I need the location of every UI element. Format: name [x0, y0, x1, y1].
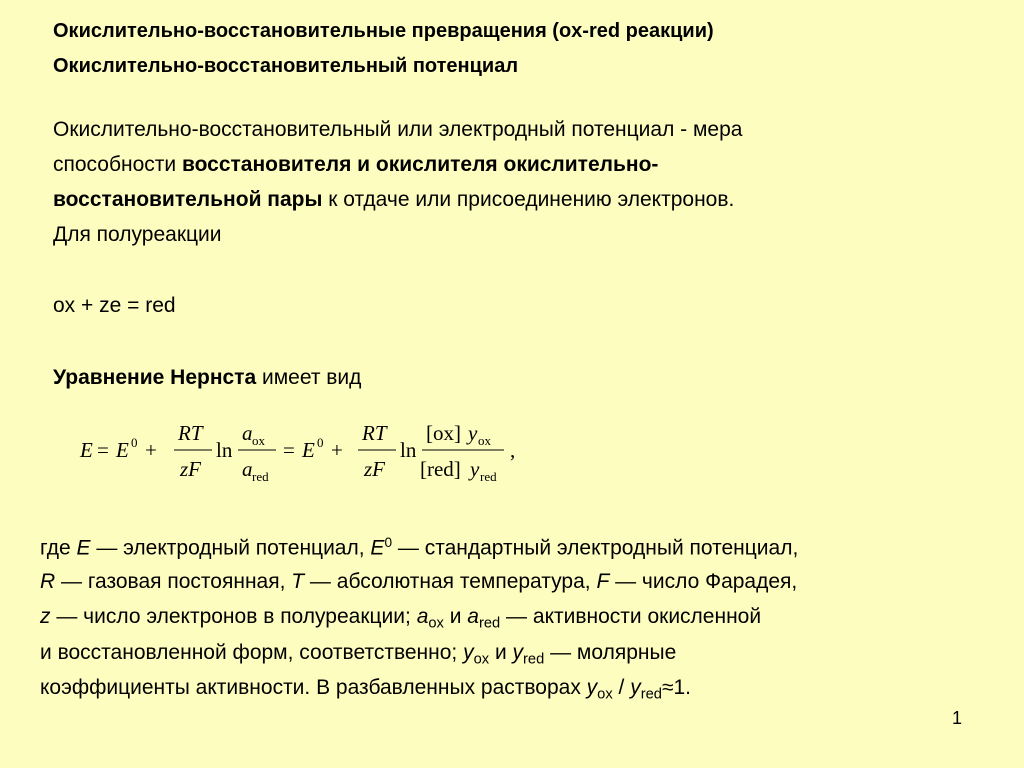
legend-text: и: [443, 605, 468, 628]
intro-line-1: Окислительно-восстановительный или электродный потенциал - мера: [53, 118, 743, 141]
formula-zF-2: zF: [364, 457, 385, 481]
symbol-a: a: [416, 605, 429, 628]
intro-line-3: [53, 188, 734, 212]
formula-y-ox-sub: ox: [478, 433, 491, 448]
legend-text: где: [40, 536, 77, 560]
subscript-red: red: [478, 615, 501, 632]
legend-text: и восстановленной форм, соответственно;: [40, 641, 464, 664]
intro-line-2-bold: восстановителя и окислителя окислительно-: [181, 153, 659, 176]
nernst-formula: [70, 418, 540, 490]
legend-text: 1.: [673, 676, 691, 699]
formula-ln-1: ln: [216, 438, 233, 462]
nernst-heading-text: имеет вид: [256, 366, 362, 389]
symbol-y: y: [586, 676, 598, 699]
formula-a-red: a: [242, 457, 253, 481]
intro-line-2: [53, 153, 658, 177]
legend-line-4: [40, 641, 676, 667]
subscript-red: red: [523, 651, 545, 668]
legend-text: — число Фарадея,: [609, 570, 798, 593]
formula-E0-sup-2: 0: [317, 435, 324, 450]
intro-line-3-text: к отдаче или присоединению электронов.: [322, 188, 735, 211]
legend-text: — активности окисленной: [500, 605, 762, 628]
legend-text: — стандартный электродный потенциал,: [392, 536, 799, 560]
page-number: 1: [952, 708, 963, 728]
formula-eq-1: =: [97, 438, 109, 462]
symbol-F: F: [596, 570, 610, 593]
legend-line-3: [40, 605, 761, 631]
legend-text: коэффициенты активности. В разбавленных растворах: [40, 676, 587, 699]
formula-y-red: y: [470, 457, 480, 481]
symbol-T: T: [291, 570, 305, 593]
approx-symbol: ≈: [661, 676, 674, 699]
symbol-z: z: [40, 605, 51, 628]
formula-ox-bracket: [ox]: [426, 421, 461, 445]
legend-text: — газовая постоянная,: [55, 570, 292, 593]
formula-E0-2: E: [302, 438, 315, 462]
symbol-E0: E: [370, 536, 385, 560]
symbol-E: E: [76, 536, 91, 560]
intro-line-3-bold: восстановительной пары: [53, 188, 323, 211]
formula-eq-2: =: [283, 438, 295, 462]
subscript-ox: ox: [473, 651, 490, 668]
nernst-heading-bold: Уравнение Нернста: [53, 366, 257, 389]
symbol-y: y: [512, 641, 524, 664]
formula-ox-sub: ox: [252, 433, 265, 448]
legend-text: — число электронов в полуреакции;: [50, 605, 417, 628]
formula-a-ox: a: [242, 421, 253, 445]
formula-RT-2: RT: [362, 421, 387, 445]
legend-line-2: [40, 570, 797, 594]
subscript-ox: ox: [597, 686, 613, 703]
symbol-y: y: [630, 676, 641, 699]
legend-text: и: [489, 641, 513, 664]
legend-text: — электродный потенциал,: [90, 536, 371, 560]
formula-zF: zF: [180, 457, 201, 481]
legend-line-5: [40, 676, 691, 702]
title-line-2: Окислительно-восстановительный потенциал: [53, 55, 519, 77]
formula-y-red-sub: red: [480, 469, 497, 484]
symbol-y: y: [463, 641, 474, 664]
formula-plus-1: +: [145, 438, 157, 462]
title-line-1: Окислительно-восстановительные превращения (ox-red реакции): [53, 20, 714, 42]
nernst-heading: [53, 366, 361, 390]
formula-red-bracket: [red]: [420, 457, 461, 481]
legend-text: /: [612, 676, 631, 699]
symbol-a: a: [467, 605, 479, 628]
formula-plus-2: +: [331, 438, 343, 462]
intro-line-2-text: способности: [53, 153, 182, 176]
formula-comma: ,: [510, 438, 516, 462]
legend-text: — абсолютная температура,: [304, 570, 597, 593]
formula-RT: RT: [178, 421, 203, 445]
formula-ln-2: ln: [400, 438, 417, 462]
formula-E0: E: [116, 438, 129, 462]
legend-text: — молярные: [544, 641, 677, 664]
formula-E: E: [80, 438, 93, 462]
intro-line-4: Для полуреакции: [53, 223, 222, 246]
symbol-R: R: [40, 570, 56, 593]
symbol-E0-sup: 0: [384, 535, 393, 550]
subscript-red: red: [640, 686, 662, 703]
legend-line-1: [40, 535, 798, 561]
formula-y-ox: y: [468, 421, 478, 445]
subscript-ox: ox: [428, 615, 444, 632]
formula-red-sub: red: [252, 469, 269, 484]
formula-E0-sup: 0: [131, 435, 138, 450]
reaction-equation: ox + ze = red: [53, 294, 176, 317]
